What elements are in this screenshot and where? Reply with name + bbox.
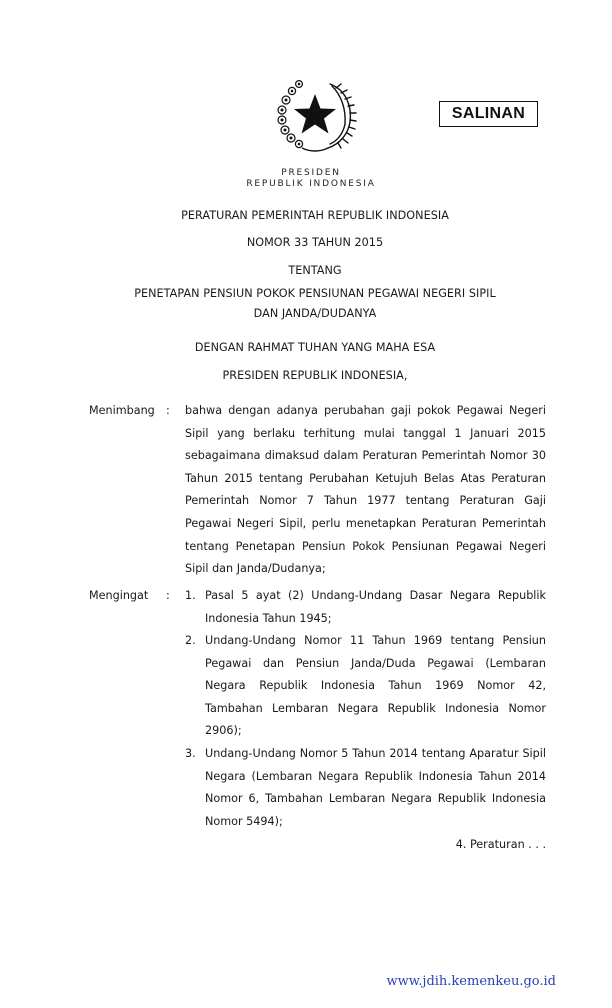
- garuda-star-emblem-icon: [272, 72, 358, 154]
- about-heading: TENTANG: [288, 264, 342, 277]
- menimbang-label: Menimbang: [89, 404, 155, 417]
- subject-line-1: PENETAPAN PENSIUN POKOK PENSIUNAN PEGAWAI NEGERI SIPIL: [134, 287, 496, 300]
- menimbang-text: bahwa dengan adanya perubahan gaji pokok Pegawai Negeri Sipil yang berlaku terhitung mulai tanggal 1 Januari 2015 sebagaimana dimaksud dalam Peraturan Pemerintah Nomor 30 Tahun 2015 tentang Perubahan Ketujuh Belas Atas Peraturan Pemerintah Nomor 7 Tahun 1977 tentang Peraturan Gaji Pegawai Negeri Sipil, perlu menetapkan Peraturan Pemerintah tentang Penetapan Pensiun Pokok Pensiunan Pegawai Negeri Sipil dan Janda/Dudanya;: [185, 404, 546, 576]
- regulation-title: PERATURAN PEMERINTAH REPUBLIK INDONESIA: [181, 209, 449, 222]
- subject-line-2: DAN JANDA/DUDANYA: [253, 307, 377, 320]
- menimbang-colon: :: [166, 404, 170, 417]
- list-item-text: Undang-Undang Nomor 5 Tahun 2014 tentang Aparatur Sipil Negara (Lembaran Negara Republik Indonesia Tahun 2014 Nomor 6, Tambahan Lembaran Negara Republik Indonesia Nomor 5494);: [205, 747, 546, 828]
- list-item-number: 1.: [185, 589, 196, 602]
- preamble-president: PRESIDEN REPUBLIK INDONESIA,: [222, 369, 408, 382]
- republic-label: REPUBLIK INDONESIA: [246, 179, 376, 189]
- list-item-number: 3.: [185, 747, 196, 760]
- source-url-link[interactable]: www.jdih.kemenkeu.go.id: [386, 974, 556, 989]
- list-item-text: Pasal 5 ayat (2) Undang-Undang Dasar Negara Republik Indonesia Tahun 1945;: [205, 589, 546, 625]
- salinan-stamp: SALINAN: [439, 101, 538, 127]
- list-item-number: 2.: [185, 634, 196, 647]
- mengingat-label: Mengingat: [89, 589, 149, 602]
- list-item-text: Undang-Undang Nomor 11 Tahun 1969 tentang Pensiun Pegawai dan Pensiun Janda/Duda Pegawai (Lembaran Negara Republik Indonesia Tahun 1969 Nomor 42, Tambahan Lembaran Negara Republik Indonesia Nomor 2906);: [205, 634, 546, 738]
- continuation-marker: 4. Peraturan . . .: [455, 838, 546, 851]
- mengingat-colon: :: [166, 589, 170, 602]
- president-label: PRESIDEN: [281, 168, 341, 178]
- regulation-number: NOMOR 33 TAHUN 2015: [246, 236, 384, 249]
- preamble-grace: DENGAN RAHMAT TUHAN YANG MAHA ESA: [194, 341, 436, 354]
